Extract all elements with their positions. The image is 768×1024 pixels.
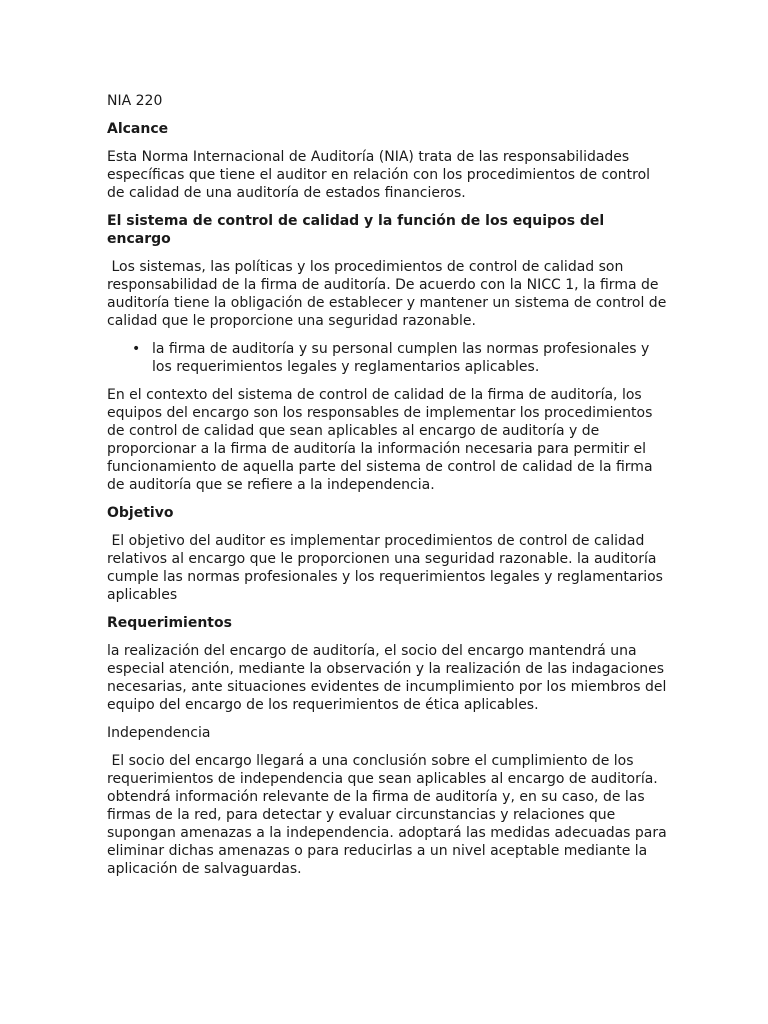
bullet-text: la firma de auditoría y su personal cumplen las normas profesionales y los requerimientos legales y reglamentarios aplicables. xyxy=(152,341,650,375)
heading-alcance: Alcance xyxy=(107,121,169,137)
paragraph-independencia: El socio del encargo llegará a una conclusión sobre el cumplimiento de los requerimientos de independencia que sean aplicables al encargo de auditoría. obtendrá información relevante de la firma de auditoría y, en su caso, de las firmas de la red, para detectar y evaluar circunstancias y relaciones que supongan amenazas a la independencia. adoptará las medidas adecuadas para eliminar dichas amenazas o para reducirlas a un nivel aceptable mediante la aplicación de salvaguardas. xyxy=(107,753,672,877)
heading-requerimientos: Requerimientos xyxy=(107,615,232,631)
bullet-icon: • xyxy=(132,341,141,357)
document-code: NIA 220 xyxy=(107,93,163,109)
heading-sistema: El sistema de control de calidad y la función de los equipos del encargo xyxy=(107,213,605,247)
list-item xyxy=(107,340,667,376)
heading-objetivo: Objetivo xyxy=(107,505,174,521)
paragraph-alcance: Esta Norma Internacional de Auditoría (NIA) trata de las responsabilidades específicas que tiene el auditor en relación con los procedimientos de control de calidad de una auditoría de estados financieros. xyxy=(107,149,655,201)
paragraph-sistema-context: En el contexto del sistema de control de calidad de la firma de auditoría, los equipos del encargo son los responsables de implementar los procedimientos de control de calidad que sean aplicables al encargo de auditoría y de proporcionar a la firma de auditoría la información necesaria para permitir el funcionamiento de aquella parte del sistema de control de calidad de la firma de auditoría que se refiere a la independencia. xyxy=(107,387,657,493)
paragraph-requerimientos: la realización del encargo de auditoría, el socio del encargo mantendrá una especial atención, mediante la observación y la realización de las indagaciones necesarias, ante situaciones evidentes de incumplimiento por los miembros del equipo del encargo de los requerimientos de ética aplicables. xyxy=(107,643,671,713)
document-page xyxy=(107,92,672,888)
paragraph-sistema: Los sistemas, las políticas y los procedimientos de control de calidad son responsabilidad de la firma de auditoría. De acuerdo con la NICC 1, la firma de auditoría tiene la obligación de establecer y mantener un sistema de control de calidad que le proporcione una seguridad razonable. xyxy=(107,259,671,329)
paragraph-objetivo: El objetivo del auditor es implementar procedimientos de control de calidad relativos al encargo que le proporcionen una seguridad razonable. la auditoría cumple las normas profesionales y los requerimientos legales y reglamentarios aplicables xyxy=(107,533,668,603)
heading-independencia: Independencia xyxy=(107,725,211,741)
bullet-list xyxy=(107,340,667,376)
